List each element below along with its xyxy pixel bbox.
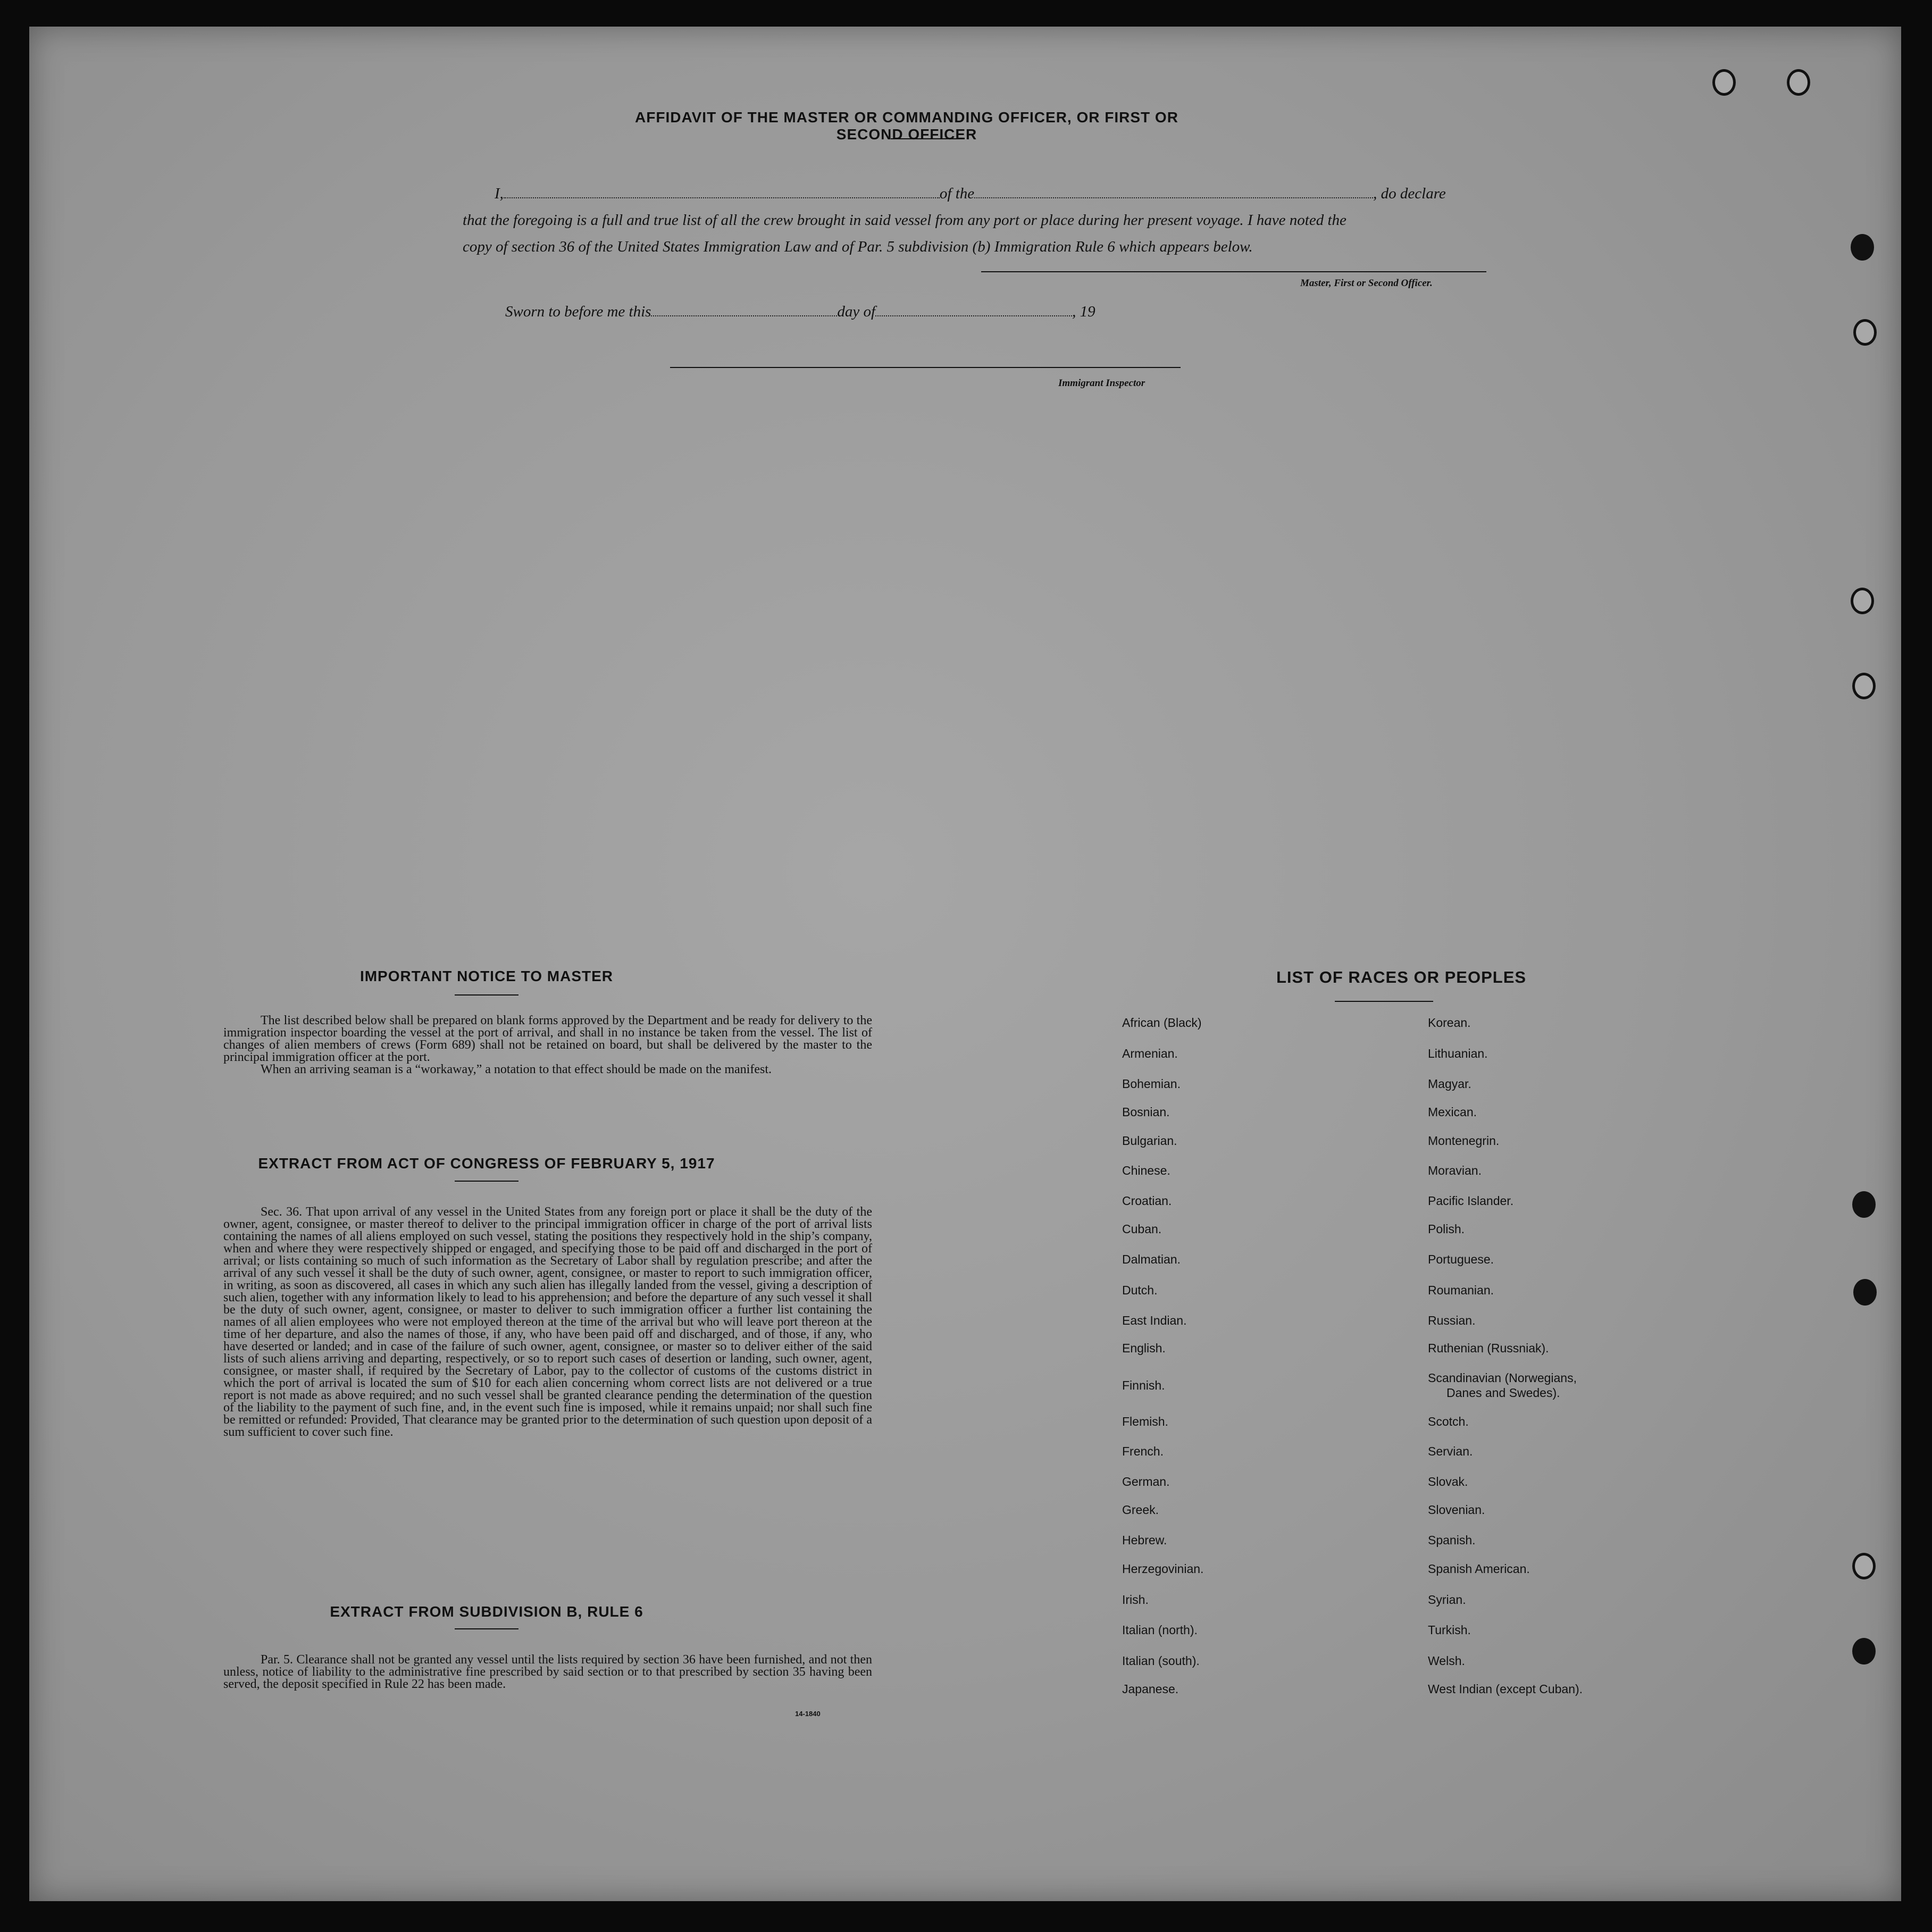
binder-hole-icon bbox=[1852, 1553, 1876, 1579]
race-item: Pacific Islander. bbox=[1428, 1194, 1514, 1208]
section-36-text bbox=[223, 1206, 872, 1438]
divider bbox=[455, 1628, 518, 1629]
year-label: , 19 bbox=[1072, 303, 1095, 320]
race-item: Greek. bbox=[1122, 1503, 1159, 1517]
race-item: Magyar. bbox=[1428, 1077, 1471, 1091]
race-item: Montenegrin. bbox=[1428, 1134, 1500, 1148]
races-title: LIST OF RACES OR PEOPLES bbox=[1276, 968, 1527, 986]
race-item: Moravian. bbox=[1428, 1164, 1482, 1177]
race-item: Lithuanian. bbox=[1428, 1047, 1488, 1060]
race-item: Hebrew. bbox=[1122, 1533, 1167, 1547]
binder-hole-icon bbox=[1712, 69, 1736, 96]
divider bbox=[455, 994, 518, 996]
race-item: Spanish American. bbox=[1428, 1562, 1530, 1576]
sworn-label: Sworn to before me this bbox=[505, 303, 651, 320]
race-item: Roumanian. bbox=[1428, 1283, 1494, 1297]
sworn-statement bbox=[505, 303, 1095, 321]
act-extract-title: EXTRACT FROM ACT OF CONGRESS OF FEBRUARY 5, 1917 bbox=[258, 1155, 715, 1172]
race-item: Spanish. bbox=[1428, 1533, 1476, 1547]
race-item: Chinese. bbox=[1122, 1164, 1170, 1177]
race-item: Danes and Swedes). bbox=[1446, 1386, 1560, 1400]
race-item: Polish. bbox=[1428, 1222, 1465, 1236]
race-item: Welsh. bbox=[1428, 1654, 1465, 1668]
race-item: French. bbox=[1122, 1444, 1164, 1458]
affidavit-title: AFFIDAVIT OF THE MASTER OR COMMANDING OFFICER, OR FIRST OR SECOND OFFICER bbox=[635, 109, 1178, 143]
document-sheet bbox=[29, 27, 1901, 1901]
divider bbox=[891, 138, 960, 139]
day-of-label: day of bbox=[837, 303, 876, 320]
binder-hole-icon bbox=[1853, 1279, 1877, 1306]
race-item: German. bbox=[1122, 1475, 1170, 1488]
signature-line[interactable] bbox=[981, 271, 1486, 272]
race-item: Turkish. bbox=[1428, 1623, 1471, 1637]
race-item: Syrian. bbox=[1428, 1593, 1466, 1607]
race-item: Flemish. bbox=[1122, 1415, 1168, 1428]
race-item: Bohemian. bbox=[1122, 1077, 1181, 1091]
master-signature-label: Master, First or Second Officer. bbox=[1300, 278, 1433, 289]
divider bbox=[455, 1181, 518, 1182]
race-item: Dutch. bbox=[1122, 1283, 1158, 1297]
race-item: Armenian. bbox=[1122, 1047, 1178, 1060]
race-item: Korean. bbox=[1428, 1016, 1471, 1030]
inspector-signature-line[interactable] bbox=[670, 367, 1181, 368]
binder-hole-icon bbox=[1851, 588, 1874, 614]
sworn-month-blank-field[interactable] bbox=[875, 304, 1072, 316]
vessel-blank-field[interactable] bbox=[974, 186, 1373, 198]
inspector-label: Immigrant Inspector bbox=[1058, 378, 1145, 389]
binder-hole-icon bbox=[1853, 319, 1877, 346]
binder-hole-icon bbox=[1852, 1638, 1876, 1665]
affidavit-line-2: that the foregoing is a full and true list of all the crew brought in said vessel from any port or place during her present voyage. I have noted the bbox=[463, 212, 1346, 229]
form-number: 14-1840 bbox=[795, 1710, 821, 1718]
race-item: Finnish. bbox=[1122, 1378, 1165, 1392]
affidavit-declaration bbox=[463, 160, 1526, 271]
race-item: African (Black) bbox=[1122, 1016, 1202, 1030]
notice-paragraph-2: When an arriving seaman is a “workaway,” a notation to that effect should be made on the manifest. bbox=[261, 1063, 772, 1076]
race-item: Japanese. bbox=[1122, 1682, 1179, 1696]
divider bbox=[1335, 1001, 1433, 1002]
race-item: Portuguese. bbox=[1428, 1252, 1494, 1266]
race-item: Scandinavian (Norwegians, bbox=[1428, 1371, 1577, 1385]
races-list bbox=[1122, 1016, 1654, 1734]
race-item: Slovak. bbox=[1428, 1475, 1468, 1488]
race-item: Bulgarian. bbox=[1122, 1134, 1177, 1148]
race-item: Servian. bbox=[1428, 1444, 1473, 1458]
race-item: Ruthenian (Russniak). bbox=[1428, 1341, 1549, 1355]
race-item: Herzegovinian. bbox=[1122, 1562, 1204, 1576]
race-item: Bosnian. bbox=[1122, 1105, 1170, 1119]
race-item: East Indian. bbox=[1122, 1314, 1187, 1327]
race-item: Italian (south). bbox=[1122, 1654, 1200, 1668]
rule-6-text: Par. 5. Clearance shall not be granted any vessel until the lists required by section 36 have been furnished, and not then unless, notice of liability to the administrative fine prescribed by said section or to that prescribed by section 35 having been served, the deposit specified in Rule 22 has been made. bbox=[223, 1653, 872, 1691]
affidavit-of-the-label: of the bbox=[939, 185, 975, 202]
sworn-day-blank-field[interactable] bbox=[651, 304, 837, 316]
race-item: Dalmatian. bbox=[1122, 1252, 1181, 1266]
race-item: Cuban. bbox=[1122, 1222, 1162, 1236]
section-label: Sec. 36. bbox=[261, 1205, 303, 1219]
binder-hole-icon bbox=[1852, 1191, 1876, 1218]
race-item: Scotch. bbox=[1428, 1415, 1469, 1428]
race-item: Mexican. bbox=[1428, 1105, 1477, 1119]
race-item: Russian. bbox=[1428, 1314, 1476, 1327]
race-item: English. bbox=[1122, 1341, 1166, 1355]
section-body: That upon arrival of any vessel in the United States from any foreign port or place it shall be the duty of the owner, agent, consignee, or master thereof to deliver to the principal immigration officer in charge of the port of arrival lists containing the names of all aliens employed on such vessel, stating the positions they respectively hold in the ship’s company, when and where they were respectively shipped or engaged, and specifying those to be paid off and discharged in the port of arrival; or lists containing so much of such information as the Secretary of Labor shall by regulation prescribe; and after the arrival of any such vessel it shall be the duty of such owner, agent, consignee, or master to report to such immigration officer, in writing, as soon as discovered, all cases in which any such alien has illegally landed from the vessel, giving a description of such alien, together with any information likely to lead to his apprehension; and before the departure of any such vessel it shall be the duty of such owner, agent, consignee, or master to deliver to such immigration officer a further list containing the names of all alien employees who were not employed thereon at the time of the arrival but who will leave port thereon at the time of her departure, and also the names of those, if any, who have been paid off and discharged, and of those, if any, who have deserted or landed; and in case of the failure of such owner, agent, consignee, or master so to deliver either of the said lists of such aliens arriving and departing, respectively, or so to report such cases of desertion or landing, such owner, agent, consignee, or master shall, if required by the Secretary of Labor, pay to the collector of customs of the customs district in which the port of arrival is located the sum of $10 for each alien concerning whom correct lists are not delivered or a true report is not made as above required; and no such vessel shall be granted clearance pending the determination of the question of the liability to the payment of such fine, and, in the event such fine is imposed, while it remains unpaid; nor shall such fine be remitted or refunded: Provided, That clearance may be granted prior to the determination of such question upon deposit of a sum sufficient to cover such fine. bbox=[223, 1205, 872, 1439]
notice-title: IMPORTANT NOTICE TO MASTER bbox=[359, 968, 614, 984]
race-item: Irish. bbox=[1122, 1593, 1149, 1607]
race-item: Croatian. bbox=[1122, 1194, 1172, 1208]
race-item: West Indian (except Cuban). bbox=[1428, 1682, 1583, 1696]
binder-hole-icon bbox=[1852, 673, 1876, 699]
affidavit-declare-label: , do declare bbox=[1373, 185, 1446, 202]
binder-hole-icon bbox=[1787, 69, 1810, 96]
race-item: Slovenian. bbox=[1428, 1503, 1485, 1517]
name-blank-field[interactable] bbox=[504, 186, 940, 198]
binder-hole-icon bbox=[1851, 234, 1874, 261]
affidavit-line-3: copy of section 36 of the United States Immigration Law and of Par. 5 subdivision (b) Immigration Rule 6 which appears below. bbox=[463, 238, 1253, 255]
race-item: Italian (north). bbox=[1122, 1623, 1198, 1637]
affidavit-i-label: I, bbox=[495, 185, 504, 202]
rule-extract-title: EXTRACT FROM SUBDIVISION B, RULE 6 bbox=[330, 1603, 643, 1620]
notice-paragraph-1: The list described below shall be prepared on blank forms approved by the Department and be ready for delivery to the immigration inspector boarding the vessel at the port of arrival, and shall in no instance be taken from the vessel. The list of changes of alien members of crews (Form 689) shall not be retained on board, but shall be delivered by the master to the principal immigration officer at the port. bbox=[223, 1014, 872, 1064]
